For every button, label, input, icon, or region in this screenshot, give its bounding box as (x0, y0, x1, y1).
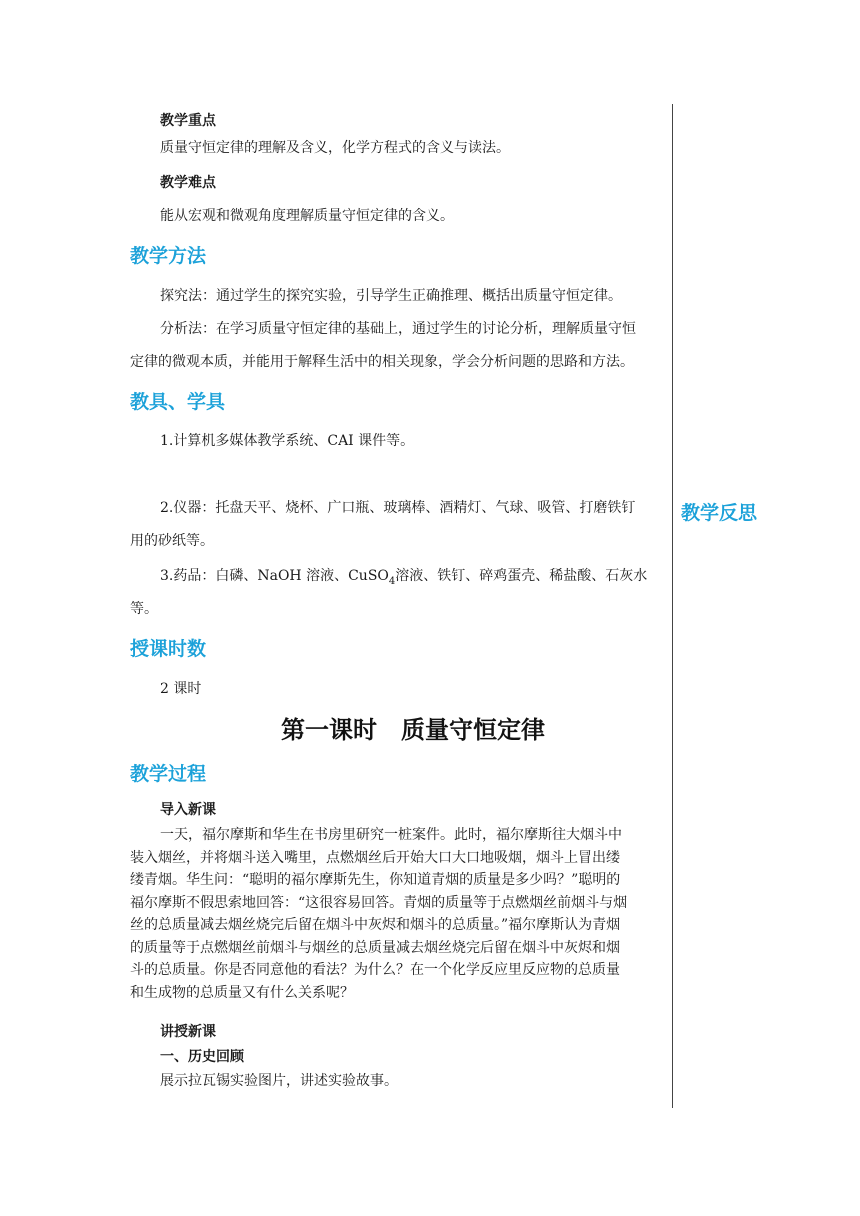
key-points-label: 教学重点 (160, 113, 216, 129)
intro-line: 和生成物的总质量又有什么关系呢？ (130, 984, 354, 1001)
difficulty-label: 教学难点 (160, 175, 216, 191)
new-lesson-label: 讲授新课 (160, 1024, 216, 1040)
hours-text: 2 课时 (160, 681, 202, 697)
tool-item-1: 1.计算机多媒体教学系统、CAI 课件等。 (160, 433, 415, 449)
column-divider (672, 104, 673, 1108)
method-analysis-line2: 定律的微观本质，并能用于解释生活中的相关现象，学会分析问题的思路和方法。 (130, 354, 634, 370)
process-heading: 教学过程 (130, 763, 207, 785)
intro-line: 丝的总质量减去烟丝烧完后留在烟斗中灰烬和烟斗的总质量。”福尔摩斯认为青烟 (130, 917, 621, 933)
intro-paragraph (130, 824, 627, 1004)
difficulty-text: 能从宏观和微观角度理解质量守恒定律的含义。 (160, 208, 454, 224)
intro-line: 一天，福尔摩斯和华生在书房里研究一桩案件。此时，福尔摩斯往大烟斗中 (160, 827, 622, 843)
method-analysis-line1: 分析法：在学习质量守恒定律的基础上，通过学生的讨论分析，理解质量守恒 (160, 321, 636, 337)
intro-line: 缕青烟。华生问：“聪明的福尔摩斯先生，你知道青烟的质量是多少吗？”聪明的 (130, 872, 621, 888)
intro-line: 斗的总质量。你是否同意他的看法？为什么？在一个化学反应里反应物的总质量 (130, 962, 620, 978)
tool-item-3-line2: 等。 (130, 601, 158, 617)
key-points-text: 质量守恒定律的理解及含义，化学方程式的含义与读法。 (160, 140, 510, 156)
tool-item-2-line2: 用的砂纸等。 (130, 533, 214, 549)
history-label: 一、历史回顾 (160, 1049, 244, 1065)
intro-line: 福尔摩斯不假思索地回答：“这很容易回答。青烟的质量等于点燃烟丝前烟斗与烟 (130, 894, 628, 911)
intro-line: 装入烟丝，并将烟斗送入嘴里，点燃烟丝后开始大口大口地吸烟，烟斗上冒出缕 (130, 849, 620, 866)
history-text: 展示拉瓦锡实验图片，讲述实验故事。 (160, 1073, 398, 1089)
tools-heading: 教具、学具 (130, 391, 226, 413)
lesson-title: 第一课时 质量守恒定律 (281, 715, 545, 744)
intro-label: 导入新课 (160, 802, 216, 818)
intro-line: 的质量等于点燃烟丝前烟斗与烟丝的总质量减去烟丝烧完后留在烟斗中灰烬和烟 (130, 939, 620, 956)
tool-item-2-line1: 2.仪器：托盘天平、烧杯、广口瓶、玻璃棒、酒精灯、气球、吸管、打磨铁钉 (160, 500, 636, 516)
method-inquiry: 探究法：通过学生的探究实验，引导学生正确推理、概括出质量守恒定律。 (160, 288, 622, 304)
methods-heading: 教学方法 (130, 245, 207, 267)
reflection-heading: 教学反思 (681, 502, 758, 524)
hours-heading: 授课时数 (130, 638, 207, 660)
tool-item-3-line1: 3.药品：白磷、NaOH 溶液、CuSO$_4$溶液、铁钉、碎鸡蛋壳、稀盐酸、石灰水 (160, 568, 648, 587)
